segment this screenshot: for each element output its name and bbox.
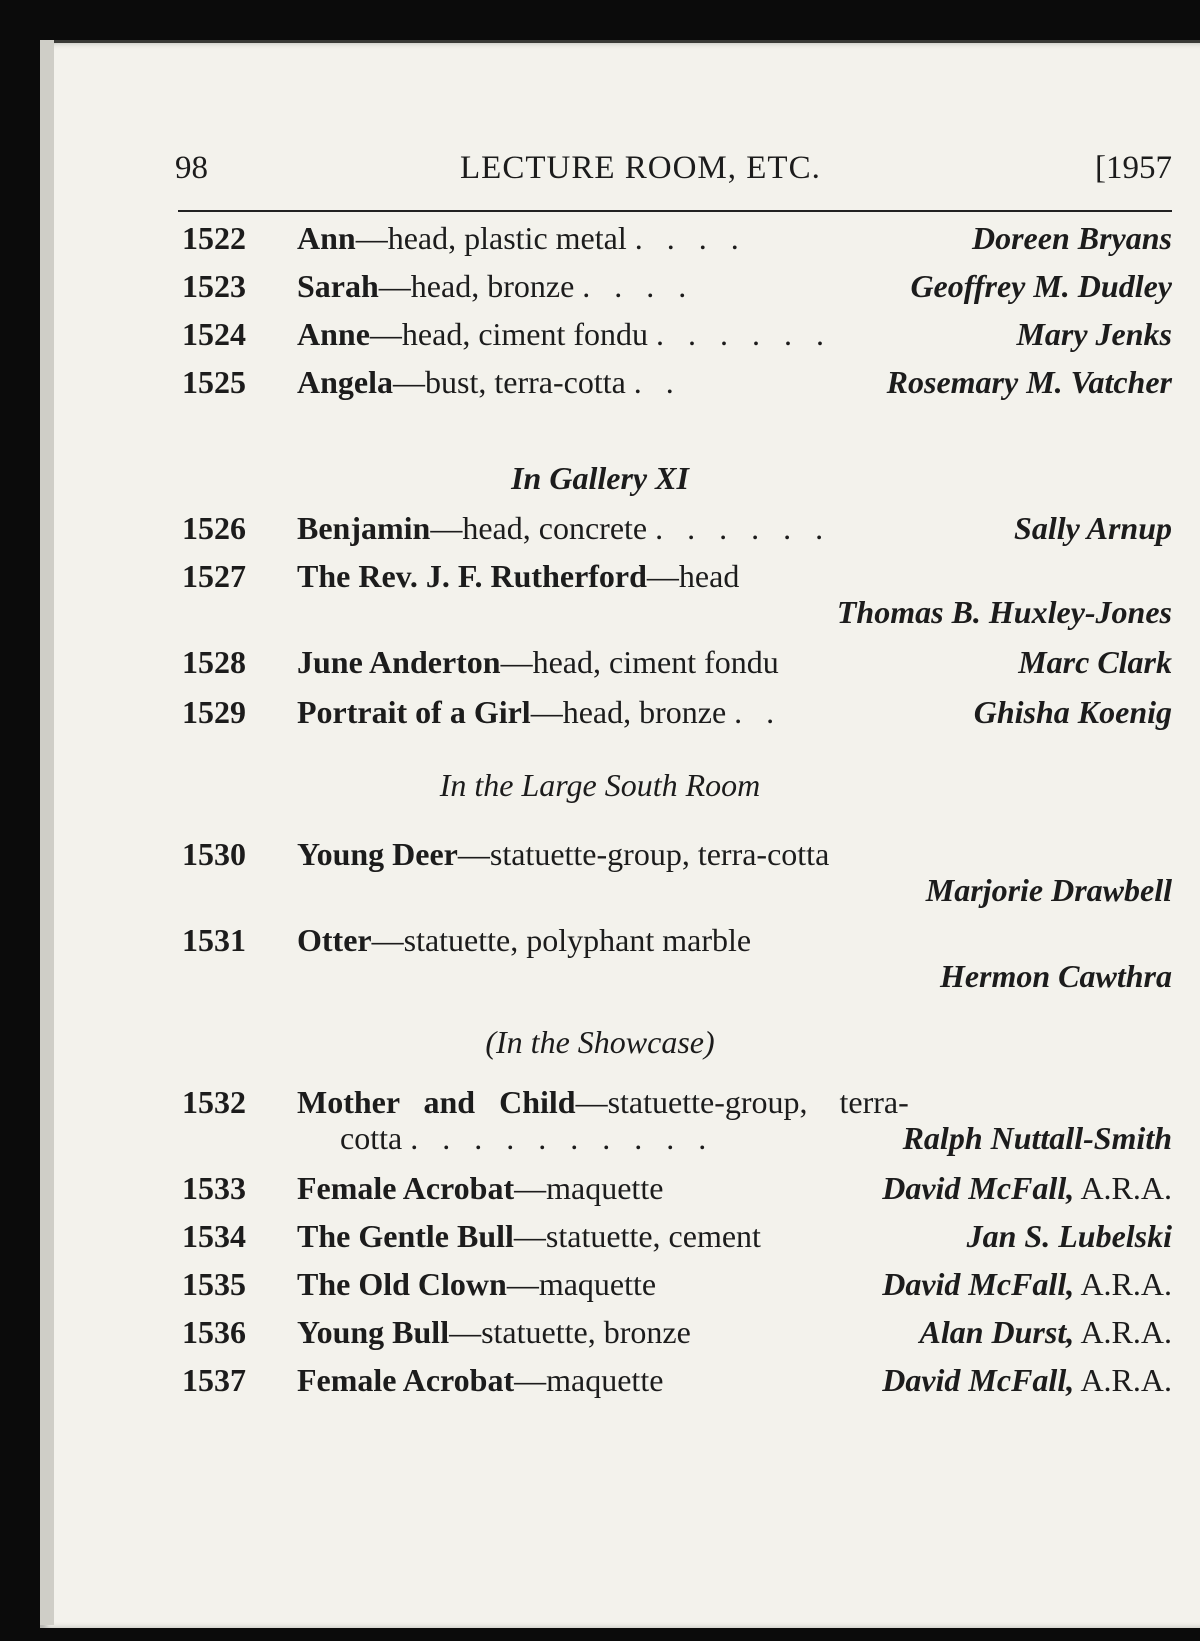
- entry-artist: Jan S. Lubelski: [966, 1218, 1172, 1254]
- entry-number: 1534: [182, 1218, 246, 1254]
- entry-artist: Hermon Cawthra: [939, 958, 1172, 994]
- entry-number: 1522: [182, 220, 246, 256]
- entry-number: 1536: [182, 1314, 246, 1350]
- entry-title: Portrait of a Girl—head, bronze . .: [297, 694, 783, 730]
- entry-number: 1535: [182, 1266, 246, 1302]
- entry-artist: Ralph Nuttall-Smith: [902, 1120, 1172, 1156]
- entry-title: Anne—head, ciment fondu . . . . . .: [297, 316, 833, 352]
- entry-title: Young Bull—statuette, bronze: [297, 1314, 691, 1350]
- entry-number: 1529: [182, 694, 246, 730]
- entry-number: 1524: [182, 316, 246, 352]
- entry-title: Female Acrobat—maquette: [297, 1170, 664, 1206]
- entry-number: 1530: [182, 836, 246, 872]
- entry-title: The Gentle Bull—statuette, cement: [297, 1218, 761, 1254]
- entry-artist: Thomas B. Huxley-Jones: [836, 594, 1172, 630]
- entry-title: Ann—head, plastic metal . . . .: [297, 220, 747, 256]
- entry-number: 1525: [182, 364, 246, 400]
- catalogue-entry: [0, 316, 1200, 364]
- entry-artist: David McFall, A.R.A.: [882, 1362, 1172, 1398]
- section-heading: In Gallery XI: [511, 460, 689, 496]
- catalogue-entry: [0, 1362, 1200, 1410]
- catalogue-entry: [0, 510, 1200, 558]
- catalogue-entry: [0, 1266, 1200, 1314]
- entry-artist: Geoffrey M. Dudley: [910, 268, 1172, 304]
- entry-title-continued: cotta . . . . . . . . . .: [340, 1120, 715, 1156]
- catalogue-entry: [0, 220, 1200, 268]
- catalogue-entry: [0, 558, 1200, 642]
- catalogue-entry: [0, 836, 1200, 920]
- entry-artist: Marjorie Drawbell: [925, 872, 1172, 908]
- entry-title: Female Acrobat—maquette: [297, 1362, 664, 1398]
- catalogue-entry: [0, 644, 1200, 692]
- entry-number: 1531: [182, 922, 246, 958]
- entry-number: 1527: [182, 558, 246, 594]
- catalogue-entry: [0, 922, 1200, 1006]
- entry-artist: Doreen Bryans: [971, 220, 1172, 256]
- header-rule: [178, 210, 1172, 212]
- entry-artist: David McFall, A.R.A.: [882, 1266, 1172, 1302]
- entry-artist: Mary Jenks: [1016, 316, 1172, 352]
- entry-title: Benjamin—head, concrete . . . . . .: [297, 510, 832, 546]
- entry-title: June Anderton—head, ciment fondu: [297, 644, 779, 680]
- header-year: [1957: [1095, 150, 1172, 186]
- entry-artist: Marc Clark: [1018, 644, 1172, 680]
- entry-artist: Ghisha Koenig: [973, 694, 1172, 730]
- catalogue-entry: [0, 1314, 1200, 1362]
- entry-number: 1528: [182, 644, 246, 680]
- catalogue-entry: [0, 1084, 1200, 1168]
- entry-artist: David McFall, A.R.A.: [882, 1170, 1172, 1206]
- entry-title: Otter—statuette, polyphant marble: [297, 922, 752, 958]
- entry-title: Sarah—head, bronze . . . .: [297, 268, 695, 304]
- catalogue-entry: [0, 268, 1200, 316]
- entry-title: The Rev. J. F. Rutherford—head: [297, 558, 740, 594]
- catalogue-entry: [0, 1170, 1200, 1218]
- entry-number: 1532: [182, 1084, 246, 1120]
- entry-title: Young Deer—statuette-group, terra-cotta: [297, 836, 830, 872]
- entry-number: 1537: [182, 1362, 246, 1398]
- entry-artist: Rosemary M. Vatcher: [886, 364, 1172, 400]
- catalogue-entry: [0, 364, 1200, 412]
- entry-title: Mother and Child—statuette-group, terra-: [297, 1084, 909, 1120]
- section-heading: In the Large South Room: [439, 767, 761, 803]
- page-number: 98: [175, 150, 208, 186]
- catalogue-entry: [0, 694, 1200, 742]
- entry-title: The Old Clown—maquette: [297, 1266, 657, 1302]
- entry-artist: Sally Arnup: [1014, 510, 1172, 546]
- entry-artist: Alan Durst, A.R.A.: [919, 1314, 1172, 1350]
- section-heading: (In the Showcase): [485, 1024, 715, 1060]
- catalogue-entry: [0, 1218, 1200, 1266]
- running-head: LECTURE ROOM, ETC.: [460, 150, 821, 186]
- entry-number: 1523: [182, 268, 246, 304]
- entry-title: Angela—bust, terra-cotta . .: [297, 364, 682, 400]
- entry-number: 1533: [182, 1170, 246, 1206]
- entry-number: 1526: [182, 510, 246, 546]
